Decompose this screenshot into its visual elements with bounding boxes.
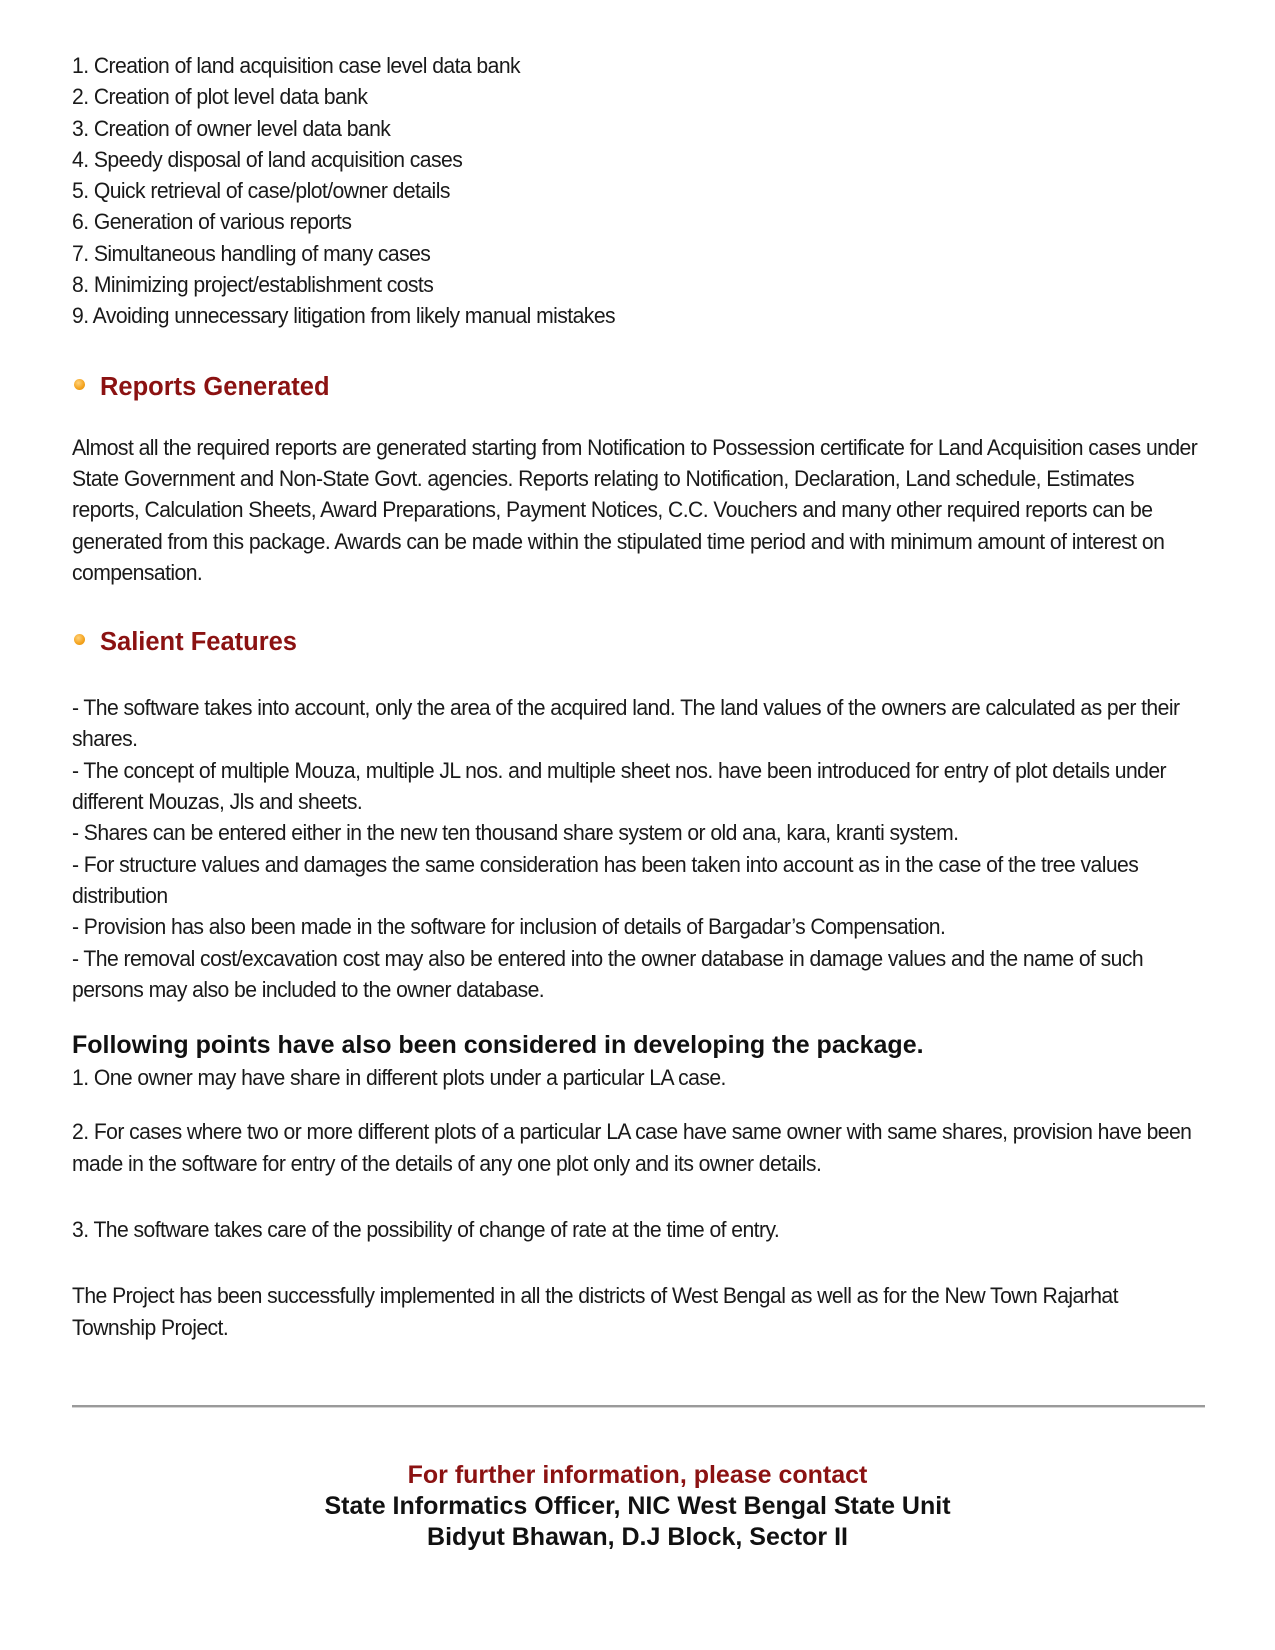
list-item: 9. Avoiding unnecessary litigation from likely manual mistakes [72,303,616,329]
list-item: 8. Minimizing project/establishment costs [72,272,434,298]
contact-block [0,1460,1275,1553]
reports-section-heading [72,372,1202,404]
feature-item: - For structure values and damages the same consideration has been taken into account as in the case of the tree values distribution [72,851,1139,908]
feature-item: - The software takes into account, only the area of the acquired land. The land values of the owners are calculated as per their shares. [72,695,1180,752]
list-item: 4. Speedy disposal of land acquisition cases [72,146,463,172]
features-section-heading [72,626,1202,658]
consideration-point: 1. One owner may have share in different plots under a particular LA case. [72,1065,726,1091]
reports-paragraph: Almost all the required reports are generated starting from Notification to Possession certificate for Land Acquisition cases under State Government and Non-State Govt. agencies. Reports relating to Notification, Declaration, Land schedule, Estimates reports, Calculation Sheets, Award Preparations, Payment Notices, C.C. Vouchers and many other required reports can be generated from this package. Awards can be made within the stipulated time period and with minimum amount of interest on compensation. [72,434,1198,585]
feature-item: - The concept of multiple Mouza, multiple JL nos. and multiple sheet nos. have been introduced for entry of plot details under different Mouzas, Jls and sheets. [72,757,1167,815]
feature-item: - The removal cost/excavation cost may also be entered into the owner database in damage values and the name of such persons may also be included to the owner database. [72,945,1144,1002]
list-item: 6. Generation of various reports [72,209,352,235]
features-heading-text: Salient Features [100,627,297,656]
feature-item: - Shares can be entered either in the new ten thousand share system or old ana, kara, kranti system. [72,820,959,846]
list-item: 2. Creation of plot level data bank [72,84,368,110]
contact-line-office: State Informatics Officer, NIC West Bengal State Unit [324,1492,951,1520]
list-item: 3. Creation of owner level data bank [72,115,391,141]
reports-paragraph-wrap [72,432,1200,588]
contact-line-address: Bidyut Bhawan, D.J Block, Sector II [427,1523,848,1551]
reports-heading-text: Reports Generated [100,373,330,402]
considerations-list [72,1062,1200,1343]
feature-item: - Provision has also been made in the software for inclusion of details of Bargadar’s Compensation. [72,914,946,940]
consideration-point: 3. The software takes care of the possibility of change of rate at the time of entry. [72,1217,780,1243]
conclusion-paragraph: The Project has been successfully implemented in all the districts of West Bengal as well as for the New Town Rajarhat Township Project. [72,1283,1118,1340]
list-item: 7. Simultaneous handling of many cases [72,240,431,266]
benefits-list [72,50,1200,332]
spacer [72,1179,1200,1214]
contact-title: For further information, please contact [407,1461,868,1489]
list-item: 5. Quick retrieval of case/plot/owner details [72,178,450,204]
document-body [72,50,1202,1343]
orange-dot-bullet-icon [74,379,85,390]
consideration-point: 2. For cases where two or more different plots of a particular LA case have same owner with same shares, provision have been made in the software for entry of the details of any one plot only and its owner details. [72,1119,1192,1176]
horizontal-divider [72,1405,1205,1408]
spacer [72,1245,1200,1280]
orange-dot-bullet-icon [74,634,85,645]
spacer [72,1093,1200,1116]
considerations-heading: Following points have also been considered in developing the package. [72,1031,924,1060]
list-item: 1. Creation of land acquisition case level data bank [72,53,521,78]
features-list [72,692,1200,1005]
